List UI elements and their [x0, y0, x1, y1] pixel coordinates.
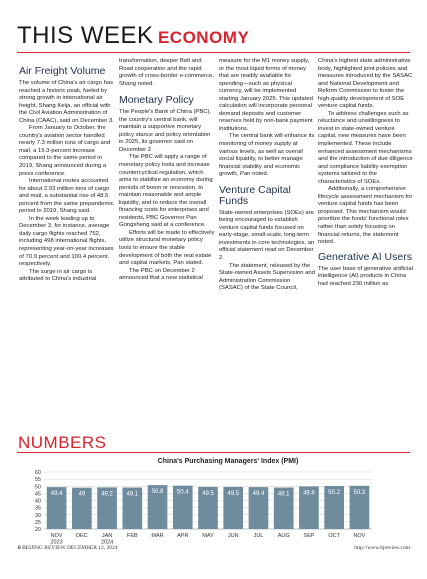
- bar-value-label: 50.3: [353, 489, 366, 496]
- y-tick-label: 25: [34, 519, 41, 526]
- bar-value-label: 50.8: [151, 489, 164, 496]
- bar-value-label: 49.4: [252, 491, 265, 498]
- x-tick-label: SEP: [303, 533, 315, 539]
- this-week-title: THIS WEEK: [17, 22, 154, 49]
- paragraph: In the week leading up to December 3, for instance, average daily cargo flights reached 752, including 498 international flights, representing year-on-year increases of 70.9 percent and 100.4 percent, respectively.: [19, 215, 114, 268]
- column-venture-capital: [219, 58, 315, 293]
- header-divider: [17, 52, 410, 53]
- bar-value-label: 49.1: [126, 491, 139, 498]
- footer-url: http://www.bjreview.com: [354, 545, 410, 551]
- x-tick-label: 2023: [50, 539, 63, 546]
- bar-value-label: 50.4: [176, 489, 189, 496]
- paragraph: The surge in air cargo is attributed to China's industrial: [19, 268, 97, 283]
- x-tick-label: NOV: [353, 533, 366, 539]
- y-tick-label: 50: [34, 484, 41, 491]
- paragraph: The PBC on December 2 announced that a new statistical: [119, 267, 203, 282]
- page-number: 6: [18, 545, 21, 551]
- x-tick-label: JUN: [227, 533, 239, 539]
- x-tick-label: APR: [177, 533, 189, 539]
- bar-value-label: 49.5: [202, 490, 214, 497]
- paragraph: From January to October, the country's aviation sector handled nearly 7.3 million tons of cargo and mail, a 19.3-percent increase compared to the same period in 2019, Shang announced during a press conference.: [19, 125, 111, 177]
- column-air-freight: [19, 62, 115, 284]
- heading-venture-capital: Venture Capital Funds: [219, 183, 291, 207]
- page-header: [17, 22, 417, 52]
- pmi-chart-container: [28, 456, 380, 579]
- paragraph: The statement, released by the State-owned Assets Supervision and Administration Commission (SASAC) of the State Council,: [219, 262, 315, 292]
- footer-page-info: [18, 545, 118, 551]
- bar-value-label: 50.2: [328, 489, 340, 496]
- x-tick-label: MAR: [151, 533, 164, 539]
- paragraph: The PBC will apply a range of monetary policy tools and increase countercyclical regulation, which aims to stabilize an economy during periods of boom or recession, to maintain reasonable and ample liquidity, and to reduce the overall financing costs for enterprises and residents, PBC Governor Pan Gongsheng said at a conference.: [119, 154, 213, 229]
- paragraph: To address challenges such as reluctance and unwillingness to invest in state-owned venture capital, new measures have been implemented. These include enhanced assessment mechanisms and the introduction of due diligence and compliance liability exemption systems tailored to the characteristics of SOEs.: [318, 110, 413, 185]
- paragraph: The People's Bank of China (PBC), the country's central bank, will maintain a supportive monetary policy stance and policy orientation in 2025, its governor said on December 2.: [119, 109, 212, 153]
- numbers-title: NUMBERS: [18, 433, 107, 452]
- x-tick-label: 2024: [100, 539, 114, 546]
- y-tick-label: 60: [34, 470, 41, 476]
- paragraph: measure for the M1 money supply, or the most liquid forms of money that are readily available for spending—such as physical currency, will be implemented starting January 2025. This updated calculation will incorporate personal demand deposits and customer reserves held by non-bank payment institutions.: [219, 58, 313, 132]
- column-monetary-policy: [119, 58, 215, 283]
- y-tick-label: 35: [34, 505, 41, 512]
- x-tick-label: DEC: [76, 533, 88, 539]
- paragraph: Additionally, a comprehensive lifecycle assessment mechanism for venture capital funds has been proposed. This mechanism would prioritize the funds' functional roles rather than solely focusing on financial returns, the statement noted.: [318, 186, 413, 246]
- pmi-bar-chart: [28, 456, 380, 546]
- column-generative-ai: [318, 58, 414, 288]
- bar-value-label: 49.5: [227, 490, 240, 497]
- heading-generative-ai: Generative AI Users: [318, 250, 412, 263]
- paragraph: transformation, deeper Belt and Road cooperation and the rapid growth of cross-border e-commerce, Shang noted.: [119, 58, 214, 87]
- issue-date: DECEMBER 12, 2024: [66, 545, 118, 551]
- heading-monetary-policy: Monetary Policy: [119, 94, 194, 107]
- y-tick-label: 20: [34, 527, 41, 533]
- x-tick-label: AUG: [277, 533, 290, 539]
- bar-value-label: 49.1: [277, 491, 290, 498]
- paragraph: The user base of generative artificial intelligence (AI) products in China had reached 230 million as: [318, 265, 413, 287]
- bar-value-label: 49: [78, 491, 86, 498]
- bar-value-label: 49.4: [50, 491, 63, 498]
- chart-title: China's Purchasing Managers' Index (PMI): [157, 458, 299, 465]
- y-tick-label: 40: [34, 498, 41, 505]
- x-tick-label: FEB: [126, 533, 138, 539]
- paragraph: State-owned enterprises (SOEs) are being encouraged to establish venture capital funds focused on early-stage, small-scale, long-term investments in core technologies, an official statement read on December 2.: [219, 209, 315, 262]
- x-tick-label: NOV: [50, 533, 63, 539]
- x-tick-label: JUL: [253, 533, 264, 539]
- section-label: ECONOMY: [157, 28, 250, 47]
- y-tick-label: 30: [34, 512, 41, 519]
- paragraph: The central bank will enhance its monitoring of money supply at various levels, as well as overall social liquidity, to better manage financial stability and economic growth, Pan noted.: [219, 133, 315, 178]
- x-tick-label: JAN: [101, 533, 113, 539]
- heading-air-freight: Air Freight Volume: [19, 65, 106, 77]
- y-tick-label: 55: [34, 477, 41, 484]
- y-tick-label: 45: [34, 491, 41, 498]
- publication-name: BEIJING REVIEW: [22, 545, 66, 551]
- paragraph: Efforts will be made to effectively utilize structural monetary policy tools to ensure the stable development of both the real estate and capital markets, Pan stated.: [119, 229, 215, 267]
- paragraph: The volume of China's air cargo has reached a historic peak, fueled by strong growth in international air freight, Shang Keija, an official with the Civil Aviation Administration of China (CAAC), said on December 3.: [19, 80, 114, 124]
- paragraph: International routes accounted for about 2.93 million tons of cargo and mail, a substantial rise of 48.5 percent from the same prepandemic period in 2019, Shang said.: [19, 178, 114, 215]
- x-tick-label: OCT: [328, 533, 340, 539]
- numbers-divider: [17, 452, 410, 453]
- bar-value-label: 49.8: [303, 490, 315, 497]
- x-tick-label: MAY: [202, 533, 214, 539]
- paragraph: China's highest state administrative body, highlighted joint policies and measures introduced by the SASAC and National Development and Reform Commission to foster the high-quality development of SOE venture capital funds.: [318, 58, 413, 110]
- bar-value-label: 49.2: [101, 491, 113, 498]
